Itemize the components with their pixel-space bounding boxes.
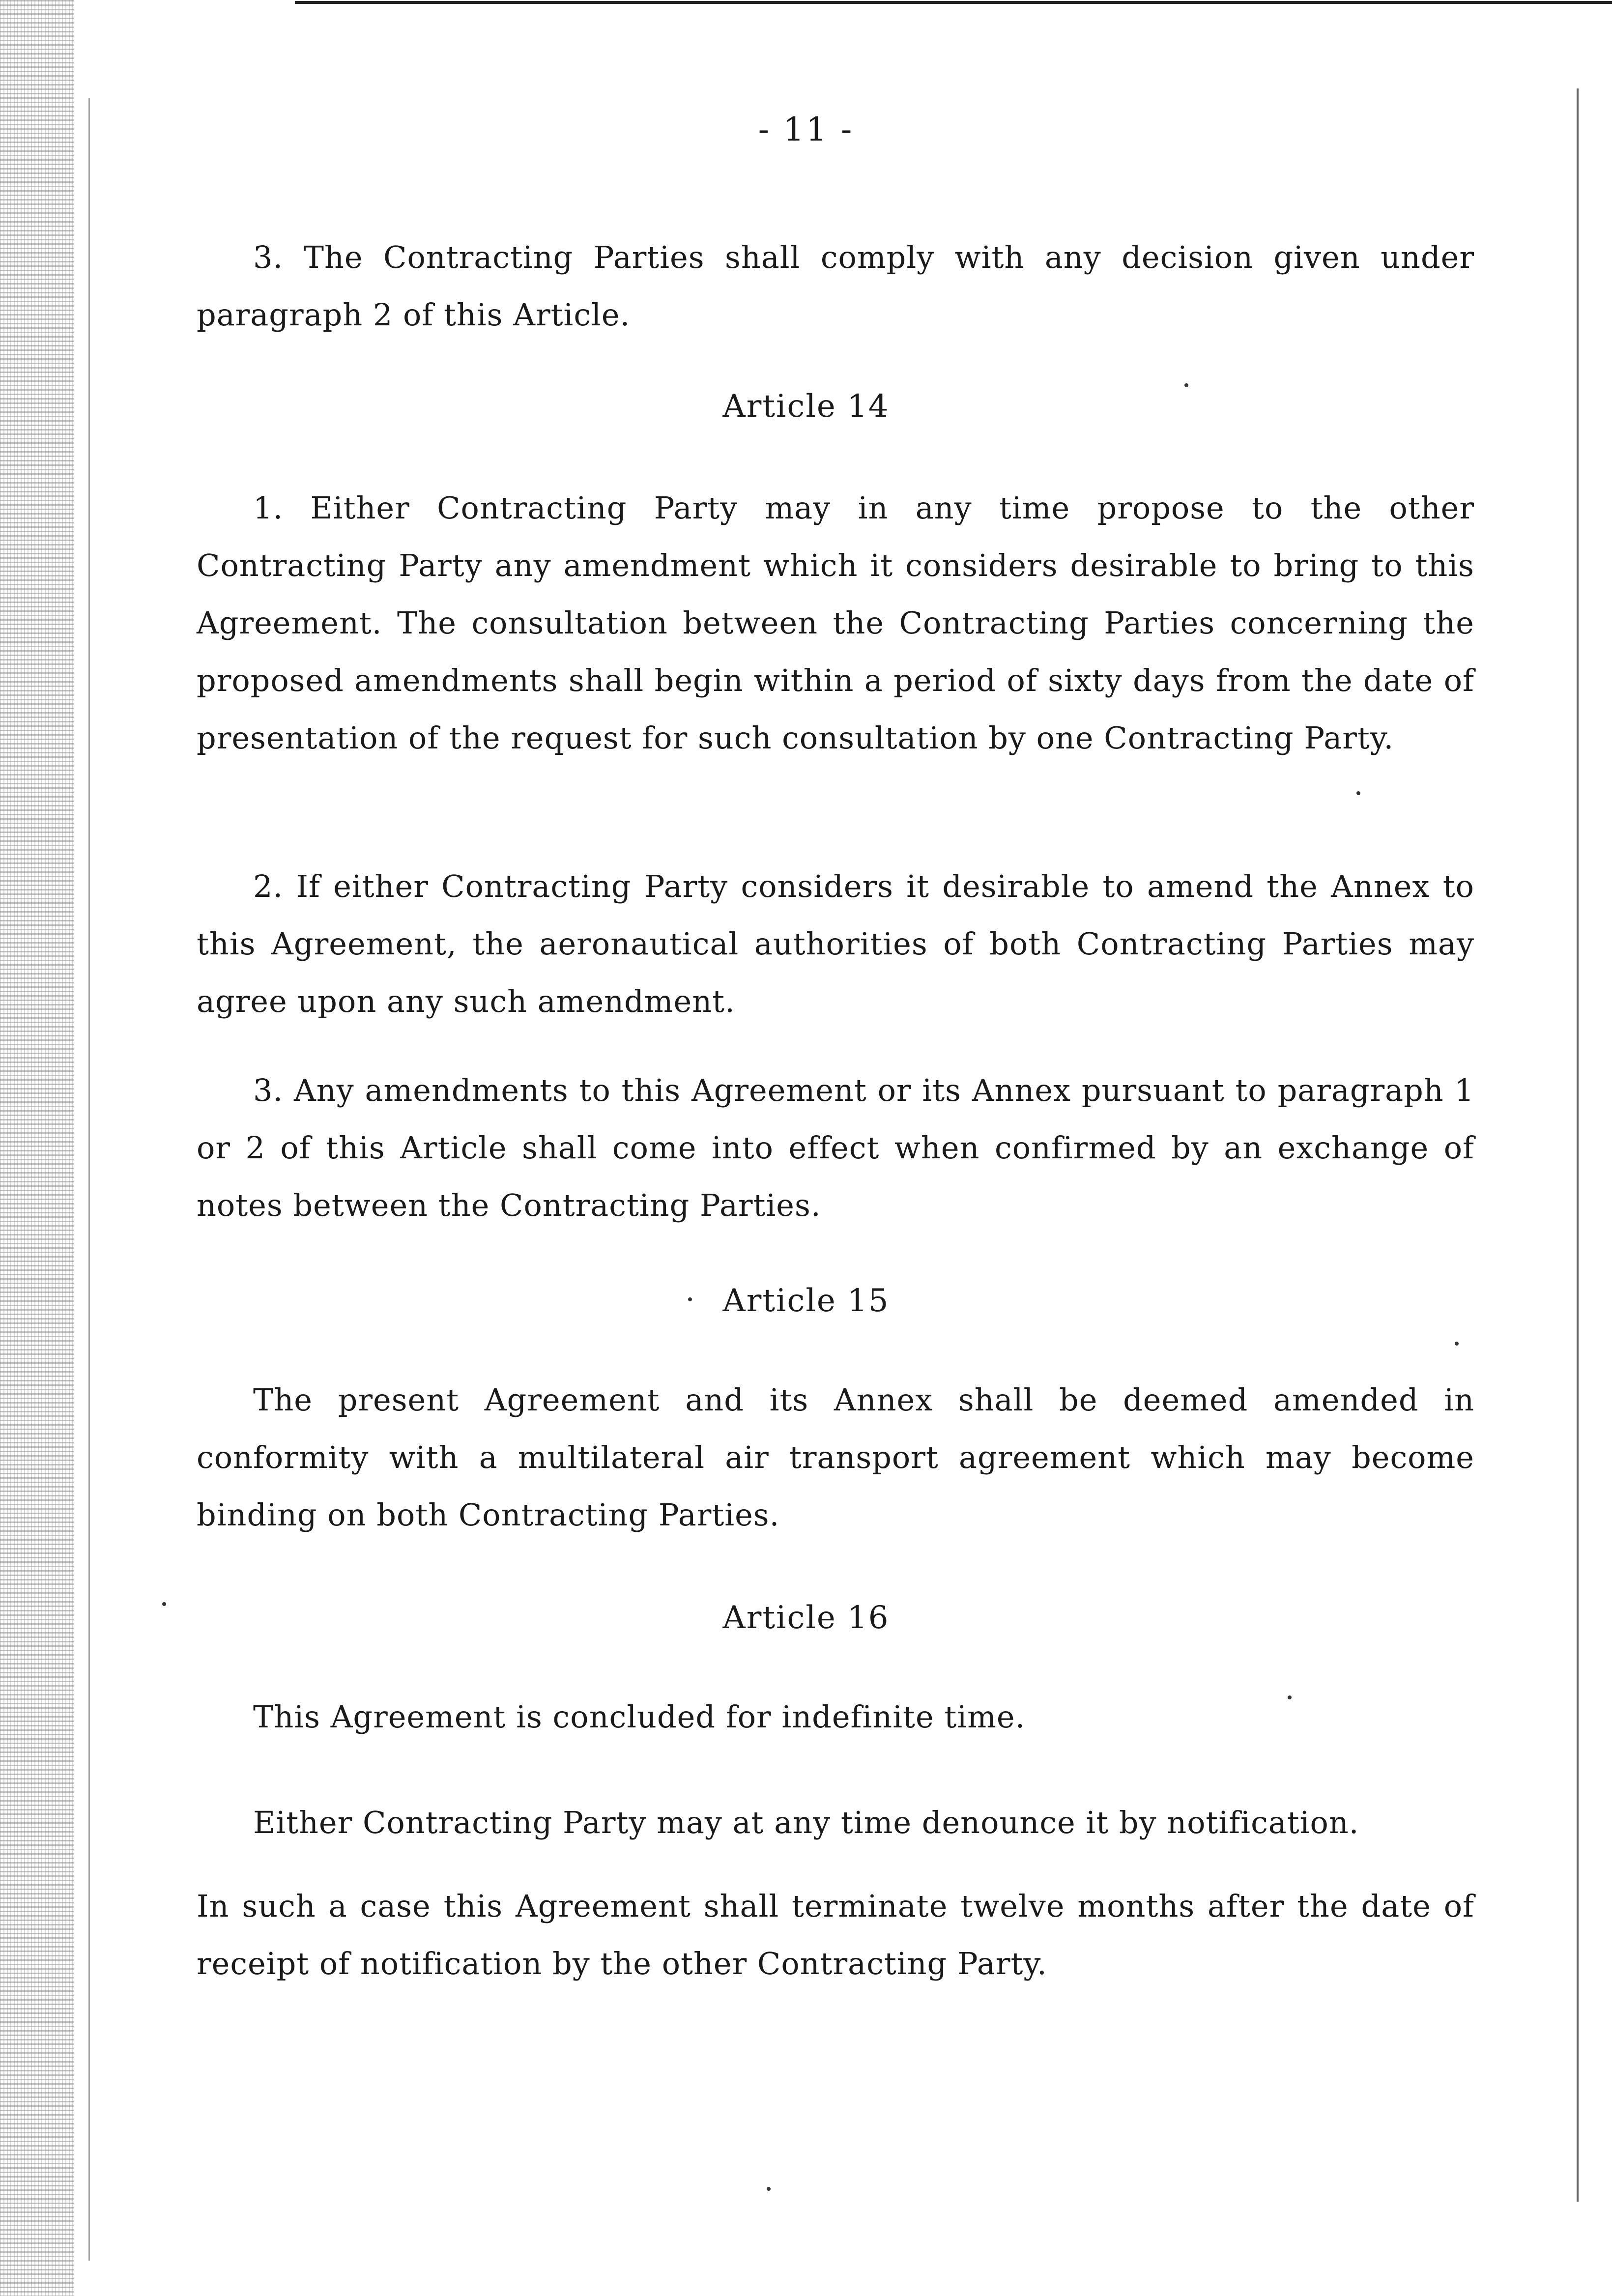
- scan-top-rule: [295, 1, 1612, 4]
- scan-left-edge-noise: [0, 0, 74, 2296]
- article-13-paragraph-3: 3. The Contracting Parties shall comply with any decision given under paragraph 2 of this Article.: [197, 239, 1474, 333]
- article-14-paragraph-1: 1. Either Contracting Party may in any time propose to the other Contracting Party any amendment which it considers desirable to bring to this Agreement. The consultation between the Contracting Parties concerning the proposed amendments shall begin within a period of sixty days from the date of presentation of the request for such consultation by one Contracting Party.: [197, 490, 1474, 756]
- article-15-paragraph: The present Agreement and its Annex shall be deemed amended in conformity with a multilateral air transport agreement which may become binding on both Contracting Parties.: [197, 1382, 1474, 1533]
- article-14-paragraph-3: 3. Any amendments to this Agreement or its Annex pursuant to paragraph 1 or 2 of this Article shall come into effect when confirmed by an exchange of notes between the Contracting Parties.: [197, 1072, 1474, 1223]
- article-16-paragraph-3: In such a case this Agreement shall terminate twelve months after the date of receipt of notification by the other Contracting Party.: [197, 1888, 1474, 1981]
- heading-article-14: Article 14: [722, 388, 890, 425]
- article-14-paragraph-2: 2. If either Contracting Party considers it desirable to amend the Annex to this Agreement, the aeronautical authorities of both Contracting Parties may agree upon any such amendment.: [197, 868, 1474, 1019]
- article-16-paragraph-2: Either Contracting Party may at any time denounce it by notification.: [253, 1805, 1359, 1840]
- scan-speck: [1455, 1342, 1459, 1346]
- heading-article-15: Article 15: [722, 1283, 890, 1319]
- article-16-paragraph-1: This Agreement is concluded for indefinite time.: [253, 1699, 1026, 1735]
- heading-article-16: Article 16: [722, 1600, 890, 1636]
- scan-speck: [1184, 383, 1188, 387]
- scan-speck: [1356, 791, 1360, 795]
- page-number: - 11 -: [758, 111, 854, 148]
- scan-speck: [767, 2187, 771, 2191]
